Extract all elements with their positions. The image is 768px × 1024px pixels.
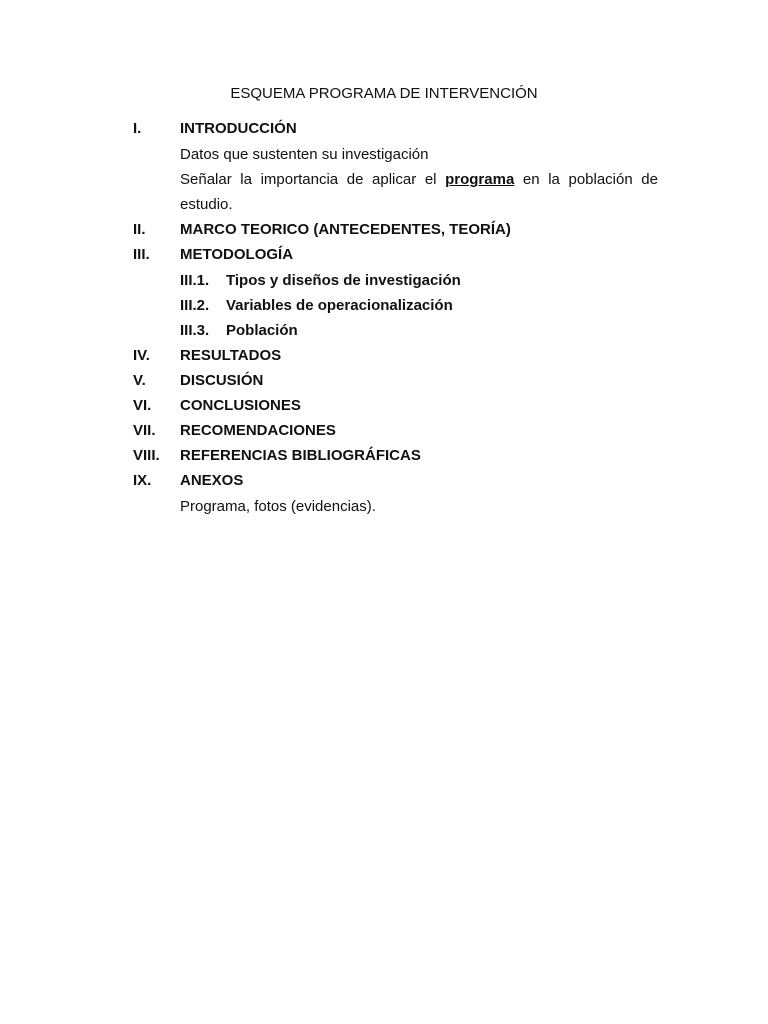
paragraph-text: Programa, fotos (evidencias). xyxy=(180,498,376,515)
section-heading: METODOLOGÍA xyxy=(180,246,294,263)
section-numeral: II. xyxy=(133,221,146,238)
section-heading: RECOMENDACIONES xyxy=(180,422,336,439)
section-numeral: IX. xyxy=(133,472,152,489)
section-heading: RESULTADOS xyxy=(180,347,282,364)
section-heading: REFERENCIAS BIBLIOGRÁFICAS xyxy=(180,447,421,464)
section-numeral: V. xyxy=(133,372,146,389)
section-numeral: IV. xyxy=(133,347,150,364)
document-title: ESQUEMA PROGRAMA DE INTERVENCIÓN xyxy=(230,85,538,102)
section-numeral: I. xyxy=(133,120,142,137)
subsection-heading: Población xyxy=(226,322,298,339)
section-heading: INTRODUCCIÓN xyxy=(180,120,297,137)
section-numeral: III. xyxy=(133,246,150,263)
subsection-heading: Tipos y diseños de investigación xyxy=(226,272,461,289)
section-heading: CONCLUSIONES xyxy=(180,397,301,414)
subsection-numeral: III.2. xyxy=(180,297,210,314)
section-numeral: VIII. xyxy=(133,447,160,464)
intro-line-importancia xyxy=(180,170,658,190)
emphasis-programa: programa xyxy=(445,171,515,188)
paragraph-text-before: Señalar la importancia de aplicar el xyxy=(180,171,437,188)
paragraph-text: estudio. xyxy=(180,196,233,213)
section-heading: MARCO TEORICO (ANTECEDENTES, TEORÍA) xyxy=(180,221,511,238)
subsection-numeral: III.3. xyxy=(180,322,210,339)
subsection-heading: Variables de operacionalización xyxy=(226,297,453,314)
subsection-numeral: III.1. xyxy=(180,272,210,289)
paragraph-text-after: en la población de xyxy=(522,171,658,188)
section-heading: ANEXOS xyxy=(180,472,244,489)
section-heading: DISCUSIÓN xyxy=(180,372,264,389)
section-numeral: VII. xyxy=(133,422,156,439)
section-numeral: VI. xyxy=(133,397,152,414)
paragraph-text: Datos que sustenten su investigación xyxy=(180,146,429,163)
